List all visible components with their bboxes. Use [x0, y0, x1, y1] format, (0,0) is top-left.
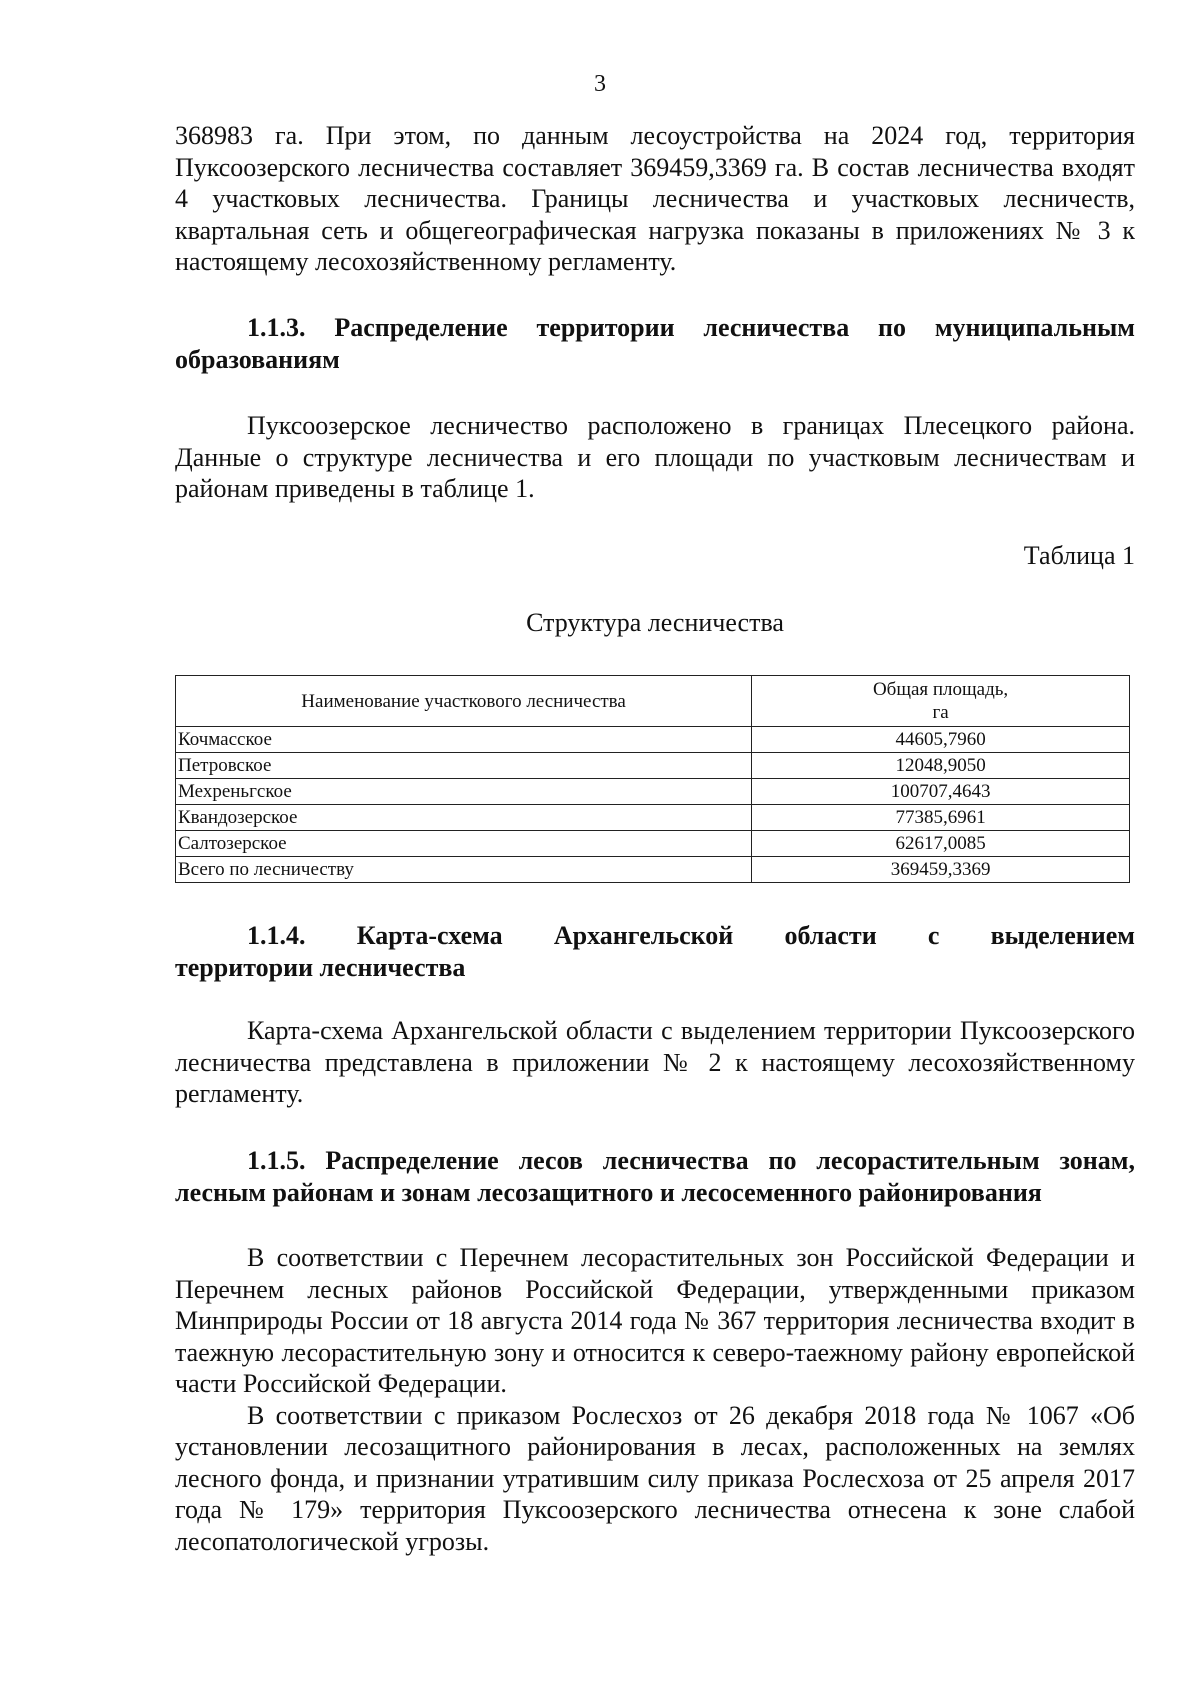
row-name: Мехреньгское — [176, 779, 752, 805]
section-113-heading-block — [175, 312, 1135, 375]
table-row-total — [176, 857, 1130, 883]
table-title: Структура лесничества — [526, 608, 784, 637]
section-113-text-block — [175, 410, 1135, 505]
heading-word: выделением — [990, 921, 1135, 950]
intro-paragraph: 368983 га. При этом, по данным лесоустройства на 2024 год, территория Пуксоозерского лесничества составляет 369459,3369 га. В состав лесничества входят 4 участковых лесничества. Границы лесничества и участковых лесничеств, квартальная сеть и общегеографическая нагрузка показаны в приложениях № 3 к настоящему лесохозяйственному регламенту. — [175, 121, 1135, 276]
row-area: 369459,3369 — [752, 857, 1130, 883]
intro-paragraph-block — [175, 120, 1135, 278]
row-name: Всего по лесничеству — [176, 857, 752, 883]
section-114-heading-block — [175, 920, 1135, 983]
table-row — [176, 753, 1130, 779]
structure-table — [175, 675, 1130, 883]
section-114-text-block — [175, 1015, 1135, 1110]
section-115-paragraph-2: В соответствии с приказом Рослесхоз от 26 декабря 2018 года № 1067 «Об установлении лесозащитного районирования в лесах, расположенных на землях лесного фонда, и признании утратившим силу приказа Рослесхоза от 25 апреля 2017 года № 179» территория Пуксоозерского лесничества отнесена к зоне слабой лесопатологической угрозы. — [175, 1400, 1135, 1556]
row-name: Квандозерское — [176, 805, 752, 831]
heading-word: области — [784, 921, 877, 950]
structure-table-wrap — [175, 675, 1130, 883]
table-label-block — [175, 540, 1135, 572]
heading-word: Архангельской — [553, 921, 734, 950]
row-area: 100707,4643 — [752, 779, 1130, 805]
section-113-heading: 1.1.3. Распределение территории лесничества по муниципальным образованиям — [175, 313, 1135, 374]
table-row — [176, 831, 1130, 857]
page-number: 3 — [594, 71, 606, 97]
row-area: 12048,9050 — [752, 753, 1130, 779]
section-114-heading-line2: территории лесничества — [175, 952, 466, 982]
row-area: 62617,0085 — [752, 831, 1130, 857]
table-row — [176, 727, 1130, 753]
row-area: 44605,7960 — [752, 727, 1130, 753]
table-title-block — [175, 607, 1135, 639]
table-row — [176, 805, 1130, 831]
row-name: Петровское — [176, 753, 752, 779]
section-114-paragraph: Карта-схема Архангельской области с выделением территории Пуксоозерского лесничества представлена в приложении № 2 к настоящему лесохозяйственному регламенту. — [175, 1016, 1135, 1108]
row-name: Салтозерское — [176, 831, 752, 857]
header-area-line1: Общая площадь, — [872, 679, 1009, 700]
table-header-row — [176, 676, 1130, 727]
header-area — [752, 676, 1130, 727]
section-115-heading-block — [175, 1145, 1135, 1208]
section-115-heading: 1.1.5. Распределение лесов лесничества по лесорастительным зонам, лесным районам и зонам лесозащитного и лесосеменного районирования — [175, 1146, 1135, 1207]
section-113-paragraph: Пуксоозерское лесничество расположено в границах Плесецкого района. Данные о структуре лесничества и его площади по участковым лесничествам и районам приведены в таблице 1. — [175, 411, 1135, 503]
heading-word: Карта-схема — [356, 921, 503, 950]
row-name: Кочмасское — [176, 727, 752, 753]
header-name: Наименование участкового лесничества — [176, 676, 752, 727]
table-row — [176, 779, 1130, 805]
heading-word: 1.1.4. — [247, 921, 306, 950]
heading-word: с — [927, 921, 940, 950]
table-label: Таблица 1 — [1023, 541, 1135, 570]
row-area: 77385,6961 — [752, 805, 1130, 831]
header-area-line2: га — [932, 702, 949, 723]
section-114-heading-line1 — [175, 920, 1135, 952]
section-115-paragraph-1: В соответствии с Перечнем лесорастительных зон Российской Федерации и Перечнем лесных районов Российской Федерации, утвержденными приказом Минприроды России от 18 августа 2014 года № 367 территория лесничества входит в таежную лесорастительную зону и относится к северо-таежному району европейской части Российской Федерации. — [175, 1243, 1135, 1398]
section-115-text-block — [175, 1242, 1135, 1557]
